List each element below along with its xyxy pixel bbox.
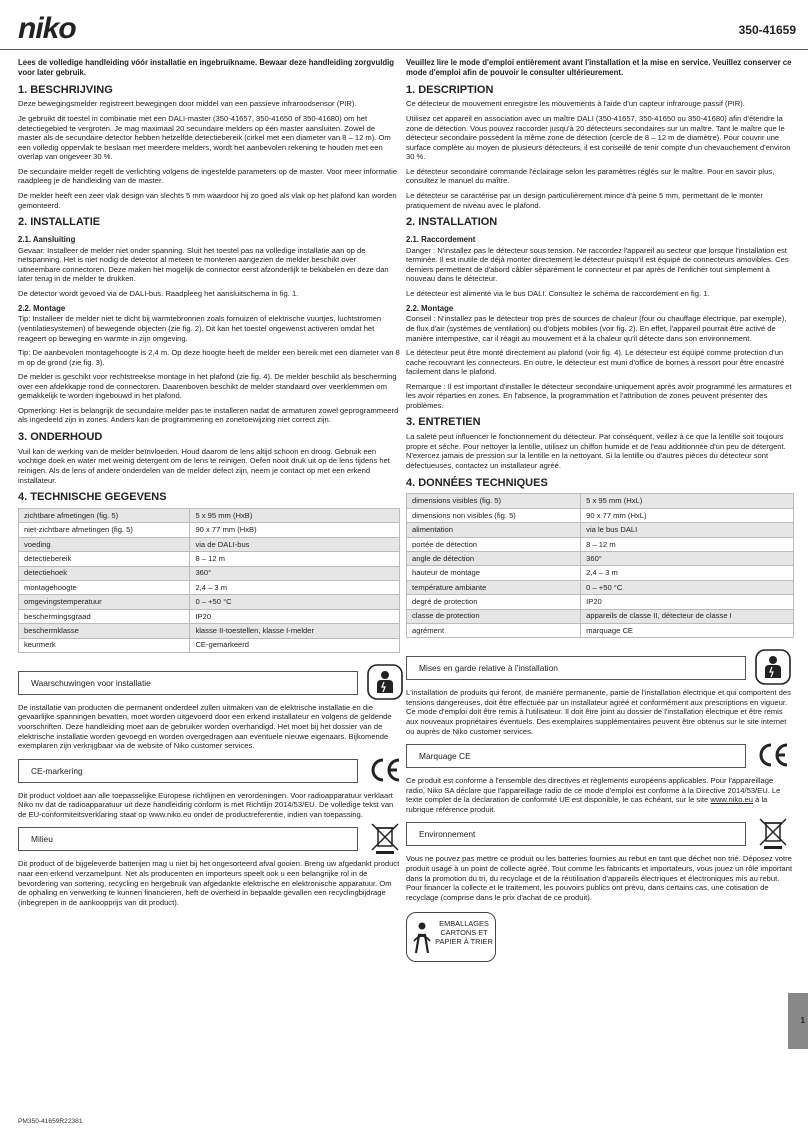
spec-value: CE-gemarkeerd xyxy=(190,638,400,652)
spec-row xyxy=(19,624,400,638)
page-number: 1 xyxy=(800,1016,805,1025)
spec-label: beschermklasse xyxy=(19,624,190,638)
subsection-title: 2.1. Aansluiting xyxy=(18,234,76,244)
spec-label: agrément xyxy=(407,623,581,637)
spec-label: detectiebereik xyxy=(19,552,190,566)
environment-label: Environnement xyxy=(419,829,476,840)
ce-text: Ce produit est conforme à l'ensemble des directives et règlements européens applicables. Pour l'appareillage radio, Niko SA déclare que l'appareillage radio de ce mode d'emploi est conforme à la Directive 2014/53/EU. Le texte complet de la déclaration de conformité UE est disponible, le cas échéant, sur le site xyxy=(406,776,781,805)
spec-value: IP20 xyxy=(190,609,400,623)
spec-row xyxy=(19,552,400,566)
spec-value: appareils de classe II, détecteur de classe I xyxy=(581,609,794,623)
spec-row xyxy=(19,638,400,652)
dutch-column xyxy=(18,58,400,912)
spec-label: dimensions non visibles (fig. 5) xyxy=(407,508,581,522)
spec-row xyxy=(407,566,794,580)
paragraph: Le détecteur est alimenté via le bus DALI. Consultez le schéma de raccordement en fig. 1. xyxy=(406,289,710,299)
spec-label: niet-zichtbare afmetingen (fig. 5) xyxy=(19,523,190,537)
intro-text: Veuillez lire le mode d'emploi entièrement avant l'installation et la mise en service. Veuillez conserver ce mode d'emploi afin de pouvoir le consulter ultérieurement. xyxy=(406,58,792,77)
paragraph: Remarque : Il est important d'installer le détecteur secondaire uniquement après avoir programmé les armatures et les avoir réparties en zones. En l'absence, la programmation et l'attribution de zones peuvent présenter des problèmes. xyxy=(406,381,792,410)
section-title: 2. INSTALLATIE xyxy=(18,216,101,229)
installer-icon xyxy=(367,664,403,700)
paragraph: De detector wordt gevoed via de DALI-bus. Raadpleeg het aansluitschema in fig. 1. xyxy=(18,289,299,299)
spec-value: marquage CE xyxy=(581,623,794,637)
spec-value: 5 x 95 mm (HxB) xyxy=(190,509,400,523)
page-header xyxy=(0,0,808,50)
spec-value: 0 – +50 °C xyxy=(581,580,794,594)
spec-label: angle de détection xyxy=(407,552,581,566)
paragraph: La saleté peut influencer le fonctionnement du détecteur. Par conséquent, veillez à ce que la lentille soit toujours propre et sèche. Pour nettoyer la lentille, utilisez un chiffon humide et de l'eau additionnée d'un peu de détergent. N'exercez jamais de pression sur la lentille en la nettoyant. Si la lentille ou d'autres pièces du détecteur sont défectueuses, contactez un installateur agréé. xyxy=(406,432,786,471)
spec-value: via le bus DALI xyxy=(581,523,794,537)
paragraph: De melder heeft een zeer vlak design van slechts 5 mm waardoor hij zo goed als vlak op het plafond kan worden gemonteerd. xyxy=(18,190,397,210)
subsection-title: 2.1. Raccordement xyxy=(406,234,476,244)
spec-label: degré de protection xyxy=(407,595,581,609)
ce-mark-icon xyxy=(755,737,791,773)
spec-value: 90 x 77 mm (HxL) xyxy=(581,508,794,522)
paragraph: Le détecteur se caractérise par un design particulièrement mince d'à peine 5 mm, permettant de le monter pratiquement de niveau avec le plafond. xyxy=(406,190,763,210)
spec-value: klasse II-toestellen, klasse I-melder xyxy=(190,624,400,638)
spec-label: detectiehoek xyxy=(19,566,190,580)
ce-mark-icon xyxy=(367,752,403,788)
crossed-bin-icon xyxy=(755,815,791,851)
spec-label: classe de protection xyxy=(407,609,581,623)
paragraph: Danger : N'installez pas le détecteur sous tension. Ne raccordez l'appareil au secteur que lorsque l'installation est terminée. Il est inutile de déjà monter directement le détecteur puisqu'il est équipé de connecteurs amovibles. Ces derniers permettent de d'abord câbler séparément le connecteur et par après de l'enficher tout simplement à nouveau dans le détecteur. xyxy=(406,245,789,284)
paragraph: Je gebruikt dit toestel in combinatie met een DALI-master (350-41657, 350-41650 of 350-41680) om het detectiegebied te vergroten. Je mag maximaal 20 secundaire melders op één master aansluiten. Zowel de master als de secundaire detector hebben hetzelfde detectiebereik (cirkel met een diameter van 8 – 12 m). Om een volledig oppervlak te beslaan met meerdere melders, wordt het aanbevolen rekening te houden met een overlap van ongeveer 30 %. xyxy=(18,114,391,162)
specs-table-fr xyxy=(406,493,794,638)
spec-value: IP20 xyxy=(581,595,794,609)
paragraph: De melder is geschikt voor rechtstreekse montage in het plafond (zie fig. 4). De melder beschikt als bescherming over een afdekkapje rond de connectoren. Daarenboven beschikt de melder standaard over veerklemmen om gemakkelijk te worden ingebouwd in het plafond. xyxy=(18,372,397,401)
section-title: 2. INSTALLATION xyxy=(406,216,498,229)
spec-row xyxy=(407,537,794,551)
ce-label: CE-markering xyxy=(31,765,83,776)
spec-label: zichtbare afmetingen (fig. 5) xyxy=(19,509,190,523)
spec-value: 0 – +50 °C xyxy=(190,595,400,609)
spec-value: 5 x 95 mm (HxL) xyxy=(581,494,794,508)
paragraph: Le détecteur peut être monté directement au plafond (voir fig. 4). Le détecteur est équipé comme protection d'un cache recouvrant les connecteurs. En outre, le détecteur est muni d'office de bornes à ressort pour être encastré facilement dans le plafond. xyxy=(406,348,785,377)
installer-icon xyxy=(755,649,791,685)
spec-label: beschermingsgraad xyxy=(19,609,190,623)
paragraph: Gevaar: Installeer de melder niet onder spanning. Sluit het toestel pas na volledige installatie aan op de netspanning. Het is niet nodig de detector al meteen te monteren aangezien de melder beschikt over uitneembare connectoren. Deze maken het mogelijk de connector eerst afzonderlijk te bekabelen en deze dan later terug in de melder te drukken. xyxy=(18,245,389,284)
recycling-logo xyxy=(406,912,496,962)
spec-value: 8 – 12 m xyxy=(581,537,794,551)
spec-label: keurmerk xyxy=(19,638,190,652)
footer-code: PM350-41659R22381 xyxy=(18,1118,83,1125)
specs-table-nl xyxy=(18,508,400,653)
paragraph: De installatie van producten die permanent onderdeel zullen uitmaken van de elektrische installatie en die gevaarlijke spanningen bevatten, moet worden uitgevoerd door een erkend installateur en volgens de geldende voorschriften. Deze handleiding moet aan de gebruiker worden overhandigd. Het moet bij het dossier van de elektrische installatie worden gevoegd en worden overgedragen aan eventuele nieuwe eigenaars. Bijkomende exemplaren zijn verkrijgbaar via de website of Niko customer services. xyxy=(18,702,392,751)
paragraph: Dit product voldoet aan alle toepasselijke Europese richtlijnen en verordeningen. Voor radioapparatuur verklaart Niko nv dat de radioapparatuur uit deze handleiding conform is met Richtlijn 2014/53/EU. De volledige tekst van de EU-conformiteitsverklaring staat op www.niko.eu onder de productreferentie, indien van toepassing. xyxy=(18,790,394,819)
paragraph: Vuil kan de werking van de melder beïnvloeden. Houd daarom de lens altijd schoon en droog. Gebruik een vochtige doek en water met weinig detergent om de lens te reinigen. Oefen nooit druk uit op de lens tijdens het reinigen. Als de lens of andere onderdelen van de melder defect zijn, neem je contact op met een erkend installateur. xyxy=(18,446,390,485)
intro-text: Lees de volledige handleiding vóór installatie en ingebruikname. Bewaar deze handleiding zorgvuldig voor later gebruik. xyxy=(18,58,395,77)
paragraph: L'installation de produits qui feront, de manière permanente, partie de l'installation électrique et qui comportent des tensions dangereuses, doit être effectuée par un installateur agréé et conformément aux prescriptions en vigueur. Ce mode d'emploi doit être remis à l'utilisateur. Il doit être joint au dossier de l'installation électrique et être remis aux nouveaux propriétaires éventuels. Des exemplaires supplémentaires peuvent être obtenus sur le site internet ou auprès de Niko customer services. xyxy=(406,688,791,736)
paragraph: Dit product of de bijgeleverde batterijen mag u niet bij het ongesorteerd afval gooien. Breng uw afgedankt product naar een erkend verzamelpunt. Net als producenten en importeurs speelt ook u een belangrijke rol in de bevordering van sortering, recycling en hergebruik van afgedankte elektrische en elektronische apparatuur. Om de ophaling en verwerking te kunnen financieren, heft de overheid in bepaalde gevallen een recyclingbijdrage (inbegrepen in de aankoopprijs van dit product). xyxy=(18,859,400,907)
spec-label: dimensions visibles (fig. 5) xyxy=(407,494,581,508)
spec-label: portée de détection xyxy=(407,537,581,551)
warning-box xyxy=(18,671,358,695)
spec-row xyxy=(407,580,794,594)
section-title: 1. DESCRIPTION xyxy=(406,83,494,96)
paragraph: Le détecteur secondaire commande l'éclairage selon les paramètres réglés sur le maître. Pour en savoir plus, consultez le manuel du maître. xyxy=(406,166,775,186)
niko-logo: niko xyxy=(18,12,76,45)
spec-row xyxy=(407,609,794,623)
spec-value: 2,4 – 3 m xyxy=(581,566,794,580)
spec-row xyxy=(19,566,400,580)
environment-box xyxy=(406,822,746,846)
spec-row xyxy=(19,509,400,523)
section-title: 4. DONNÉES TECHNIQUES xyxy=(406,476,548,489)
warning-label: Mises en garde relative à l'installation xyxy=(419,663,558,674)
ce-text-end: à la rubrique référence produit. xyxy=(406,795,768,814)
section-title: 4. TECHNISCHE GEGEVENS xyxy=(18,491,167,504)
spec-row xyxy=(19,595,400,609)
environment-label: Milieu xyxy=(31,834,53,845)
spec-label: alimentation xyxy=(407,523,581,537)
paragraph: Tip: De aanbevolen montagehoogte is 2,4 m. Op deze hoogte heeft de melder een bereik met een diameter van 8 m op de grond (zie fig. 3). xyxy=(18,348,400,367)
spec-value: 360° xyxy=(190,566,400,580)
section-title: 3. ENTRETIEN xyxy=(406,416,481,429)
paragraph: Vous ne pouvez pas mettre ce produit ou les batteries fournies au rebut en tant que déchet non trié. Déposez votre produit usagé à un point de collecte agréé. Tout comme les fabricants et importateurs, vous jouez un rôle important dans la promotion du tri, du recyclage et de la réutilisation d'appareils électriques et électroniques mis au rebut. Pour financer la collecte et le traitement, les pouvoirs publics ont prévu, dans certains cas, une cotisation de recyclage (comprise dans le prix d'achat de ce produit). xyxy=(406,854,793,902)
spec-label: hauteur de montage xyxy=(407,566,581,580)
spec-value: 8 – 12 m xyxy=(190,552,400,566)
subsection-title: 2.2. Montage xyxy=(18,303,66,313)
paragraph: Tip: Installeer de melder niet te dicht bij warmtebronnen zoals fornuizen of elektrische vuurtjes, luchtstromen (ventilatiesystemen) of bewegende objecten (zie fig. 2). Dit kan het toestel ongewenst activeren omdat het reageert op beweging en warmte in zijn omgeving. xyxy=(18,314,382,343)
french-column xyxy=(406,58,794,962)
spec-label: omgevingstemperatuur xyxy=(19,595,190,609)
spec-label: montagehoogte xyxy=(19,580,190,594)
spec-row xyxy=(19,580,400,594)
subsection-title: 2.2. Montage xyxy=(406,303,454,313)
spec-row xyxy=(407,623,794,637)
spec-row xyxy=(19,537,400,551)
paragraph: Ce détecteur de mouvement enregistre les mouvements à l'aide d'un capteur infrarouge passif (PIR). xyxy=(406,99,745,109)
section-title: 1. BESCHRIJVING xyxy=(18,83,113,96)
paragraph: Conseil : N'installez pas le détecteur trop près de sources de chaleur (four ou chauffage électrique, par exemple), de flux d'air (systèmes de ventilation) ou d'objets mobiles (voir fig. 2). En effet, l'appareil pourrait être activé de manière intempestive, car il réagit au mouvement et à la chaleur qu'il détecte dans son environnement. xyxy=(406,314,787,343)
warning-box xyxy=(406,656,746,680)
crossed-bin-icon xyxy=(367,820,403,856)
spec-value: 360° xyxy=(581,552,794,566)
paragraph: Deze bewegingsmelder registreert bewegingen door middel van een passieve infraroodsensor (PIR). xyxy=(18,99,357,109)
spec-row xyxy=(19,523,400,537)
page-tab xyxy=(788,993,808,1049)
spec-label: voeding xyxy=(19,537,190,551)
environment-box xyxy=(18,827,358,851)
spec-value: 2,4 – 3 m xyxy=(190,580,400,594)
spec-value: via de DALI-bus xyxy=(190,537,400,551)
document-number: 350-41659 xyxy=(738,23,796,37)
spec-row xyxy=(19,609,400,623)
ce-label: Marquage CE xyxy=(419,751,471,762)
ce-box xyxy=(18,759,358,783)
paragraph xyxy=(406,776,794,814)
spec-row xyxy=(407,552,794,566)
ce-box xyxy=(406,744,746,768)
spec-row xyxy=(407,494,794,508)
niko-website-link[interactable]: www.niko.eu xyxy=(710,795,753,805)
recycle-person-icon xyxy=(411,921,433,955)
paragraph: Utilisez cet appareil en association avec un maître DALI (350-41657, 350-41650 ou 350-41680) afin d'étendre la zone de détection. Vous pouvez raccorder jusqu'à 20 détecteurs secondaires sur un maître. Tant le maître que le détecteur secondaire possèdent la même zone de détection (cercle de 8 – 12 m de diamètre). Pour couvrir une surface complète au moyen de plusieurs détecteurs, il est conseillé de tenir compte d'un chevauchement d'environ 30 %. xyxy=(406,114,791,162)
recycling-text: EMBALLAGES CARTONS ET PAPIER À TRIER xyxy=(435,919,493,946)
spec-row xyxy=(407,523,794,537)
warning-label: Waarschuwingen voor installatie xyxy=(31,677,151,688)
paragraph: De secundaire melder regelt de verlichting volgens de ingestelde parameters op de master. Voor meer informatie raadpleeg je de handleiding van de master. xyxy=(18,166,398,186)
spec-row xyxy=(407,508,794,522)
spec-label: température ambiante xyxy=(407,580,581,594)
paragraph: Opmerking: Het is belangrijk de secundaire melder pas te installeren nadat de armaturen zowel geprogrammeerd als ingedeeld zijn in zones. Anders kan de programmering en zonetoewijzing niet correct zijn. xyxy=(18,405,399,425)
spec-value: 90 x 77 mm (HxB) xyxy=(190,523,400,537)
section-title: 3. ONDERHOUD xyxy=(18,431,103,444)
spec-row xyxy=(407,595,794,609)
